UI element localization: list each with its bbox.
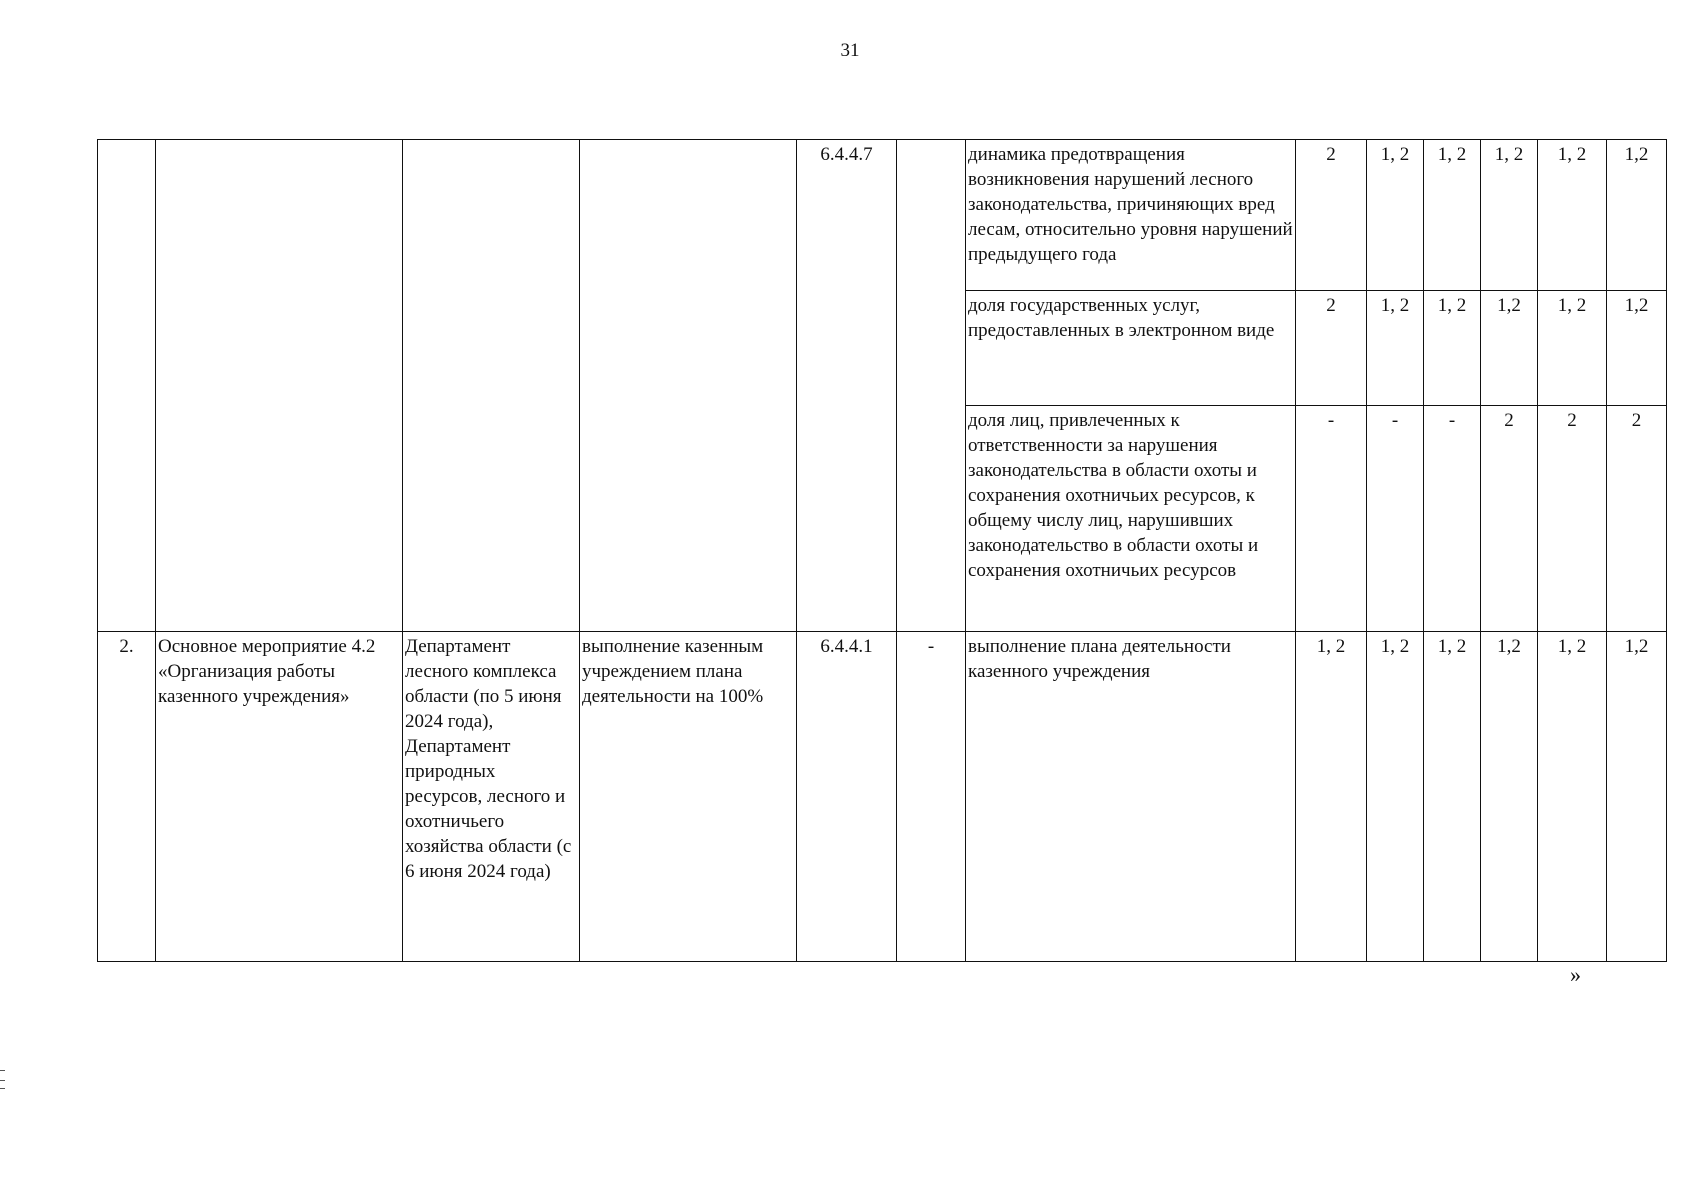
indicator-value: 1,2: [1607, 140, 1667, 291]
margin-mark: [0, 1088, 5, 1089]
program-table: [97, 139, 1667, 962]
indicator-value: 1, 2: [1538, 140, 1607, 291]
measure-cell: Основное мероприятие 4.2 «Организация работы казенного учреждения»: [156, 632, 403, 962]
indicator-value: 1, 2: [1296, 632, 1367, 962]
row-number: 2.: [98, 632, 156, 962]
indicator-value: -: [1296, 406, 1367, 632]
measure-cell: [156, 140, 403, 632]
margin-mark: [0, 1080, 5, 1081]
result-cell: выполнение казенным учреждением плана деятельности на 100%: [580, 632, 797, 962]
table-row: [98, 140, 1667, 291]
executor-cell: Департамент лесного комплекса области (по 5 июня 2024 года), Департамент природных ресурсов, лесного и охотничьего хозяйства области (с 6 июня 2024 года): [403, 632, 580, 962]
indicator-value: -: [1367, 406, 1424, 632]
indicator-value: 1,2: [1607, 632, 1667, 962]
indicator-value: 1, 2: [1367, 140, 1424, 291]
executor-cell: [403, 140, 580, 632]
indicator-value: 2: [1607, 406, 1667, 632]
indicator-value: 2: [1481, 406, 1538, 632]
dash-cell: -: [897, 632, 966, 962]
indicator-value: 1, 2: [1367, 632, 1424, 962]
table-row: [98, 632, 1667, 962]
indicator-value: 1, 2: [1538, 632, 1607, 962]
indicator-value: 1,2: [1481, 632, 1538, 962]
indicator-name: доля лиц, привлеченных к ответственности за нарушения законодательства в области охоты и сохранения охотничьих ресурсов, к общему числу лиц, нарушивших законодательство в области охоты и сохранения охотничьих ресурсов: [966, 406, 1296, 632]
indicator-value: 1, 2: [1424, 291, 1481, 406]
indicator-value: 1,2: [1607, 291, 1667, 406]
indicator-name: доля государственных услуг, предоставленных в электронном виде: [966, 291, 1296, 406]
page-number: 31: [840, 40, 860, 61]
indicator-value: 1, 2: [1481, 140, 1538, 291]
indicator-value: -: [1424, 406, 1481, 632]
indicator-value: 2: [1538, 406, 1607, 632]
indicator-value: 2: [1296, 140, 1367, 291]
indicator-name: динамика предотвращения возникновения нарушений лесного законодательства, причиняющих вред лесам, относительно уровня нарушений предыдущего года: [966, 140, 1296, 291]
closing-quote: »: [1570, 962, 1581, 987]
indicator-value: 1, 2: [1367, 291, 1424, 406]
indicator-value: 1,2: [1481, 291, 1538, 406]
dash-cell: [897, 140, 966, 632]
indicator-value: 2: [1296, 291, 1367, 406]
indicator-name: выполнение плана деятельности казенного учреждения: [966, 632, 1296, 962]
margin-mark: [0, 1070, 5, 1071]
indicator-value: 1, 2: [1424, 632, 1481, 962]
indicator-value: 1, 2: [1538, 291, 1607, 406]
indicator-value: 1, 2: [1424, 140, 1481, 291]
result-cell: [580, 140, 797, 632]
row-number: [98, 140, 156, 632]
code-cell: 6.4.4.7: [797, 140, 897, 632]
code-cell: 6.4.4.1: [797, 632, 897, 962]
